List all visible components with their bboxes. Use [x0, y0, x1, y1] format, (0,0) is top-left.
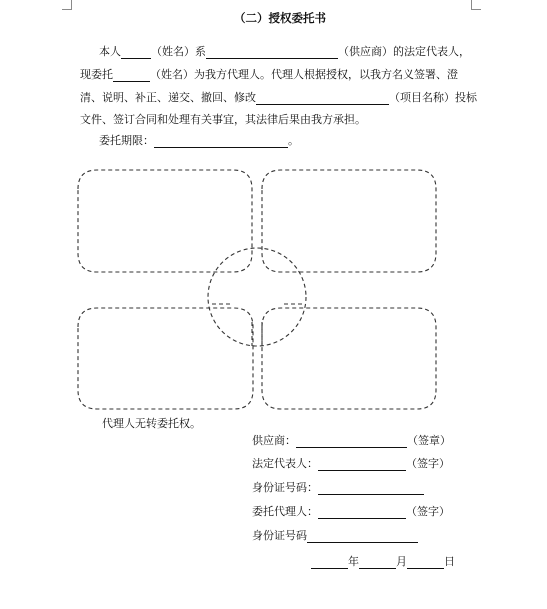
text-project-bid: （项目名称）投标: [389, 91, 477, 104]
day-blank[interactable]: [407, 556, 444, 569]
legal-rep-label: 法定代表人：: [252, 457, 318, 470]
text-agent-authority: （姓名）为我方代理人。代理人根据授权，以我方名义签署、澄: [150, 68, 458, 81]
id-box-bottom-left: [78, 308, 253, 409]
supplier-sign-blank[interactable]: [296, 435, 407, 448]
text-actions: 清、说明、补正、递交、撤回、修改: [80, 91, 256, 104]
date-row: [311, 555, 455, 569]
id-box-bottom-right: [262, 308, 436, 409]
legal-rep-sign-row: [252, 457, 450, 471]
id2-blank[interactable]: [307, 530, 418, 543]
agent-sign-row: [252, 505, 450, 519]
agent-label: 委托代理人：: [252, 505, 318, 518]
id1-label: 身份证号码：: [252, 481, 318, 494]
term-label: 委托期限：: [99, 134, 154, 147]
supplier-note: （签章）: [407, 434, 451, 447]
year-blank[interactable]: [311, 556, 348, 569]
id-box-top-left: [78, 170, 252, 272]
supplier-sign-row: [252, 434, 451, 448]
text-name-is: （姓名）系: [151, 45, 206, 58]
legal-rep-note: （签字）: [406, 457, 450, 470]
month-label: 月: [396, 555, 407, 568]
id-box-top-right: [262, 170, 436, 272]
agent-note: （签字）: [406, 505, 450, 518]
month-blank[interactable]: [359, 556, 396, 569]
year-label: 年: [348, 555, 359, 568]
text-entrust: 现委托: [80, 68, 113, 81]
id2-row: [252, 529, 418, 543]
day-label: 日: [444, 555, 455, 568]
paragraph-line-4: 文件、签订合同和处理有关事宜，其法律后果由我方承担。: [80, 113, 366, 126]
document-title: （二）授权委托书: [234, 11, 326, 25]
term-end: 。: [288, 134, 299, 147]
id1-row: [252, 481, 424, 495]
agent-sign-blank[interactable]: [318, 506, 406, 519]
legal-rep-sign-blank[interactable]: [318, 458, 406, 471]
supplier-label: 供应商：: [252, 434, 296, 447]
id2-label: 身份证号码: [252, 529, 307, 542]
text-self: 本人: [99, 45, 121, 58]
center-circle: [208, 248, 306, 346]
no-subdelegation-text: 代理人无转委托权。: [102, 417, 201, 430]
id1-blank[interactable]: [318, 482, 424, 495]
text-legal-rep: （供应商）的法定代表人，: [338, 45, 470, 58]
